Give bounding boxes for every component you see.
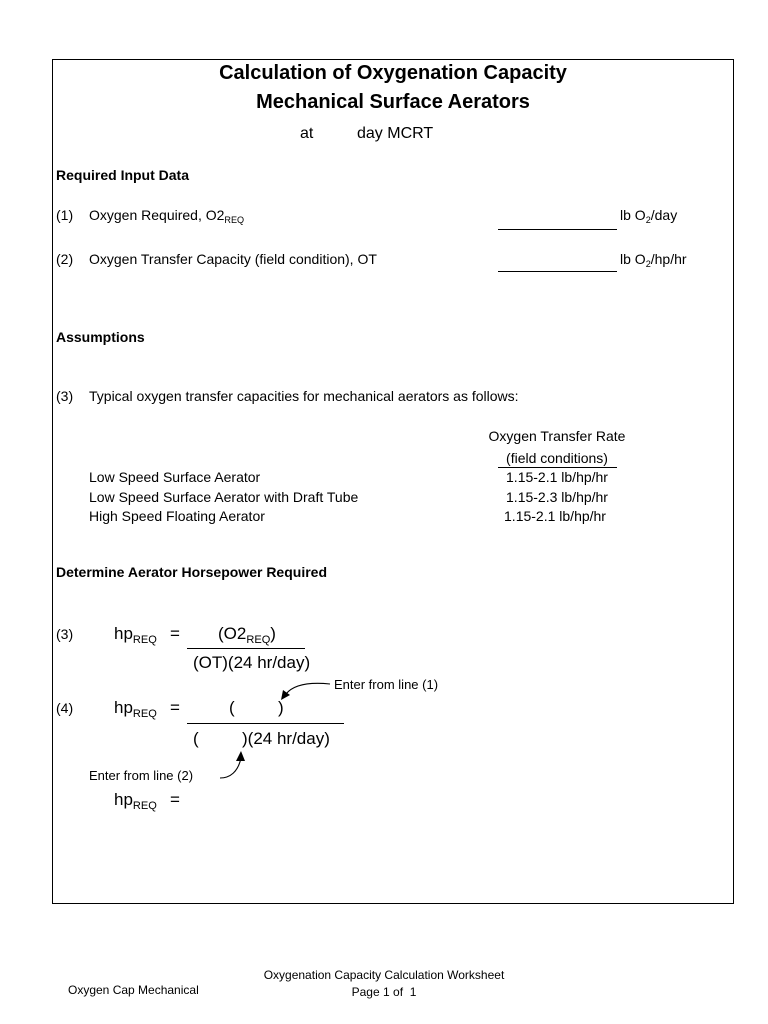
table-header-conditions: (field conditions): [506, 450, 608, 466]
footer-worksheet-title: Oxygenation Capacity Calculation Worksheet: [263, 968, 505, 982]
oxygen-transfer-input-line[interactable]: [498, 271, 617, 272]
page-subtitle: Mechanical Surface Aerators: [256, 91, 530, 113]
eq4-numerator-open: (: [229, 698, 235, 717]
table-row-rate: 1.15-2.3 lb/hp/hr: [506, 489, 608, 505]
oxygen-required-label: Oxygen Required, $O2_{REQ}$: [89, 207, 245, 226]
oxygen-required-unit: lb $O_2$/day: [620, 207, 678, 226]
section-heading-required-input: Required Input Data: [56, 167, 190, 183]
section-heading-determine: Determine Aerator Horsepower Required: [56, 564, 327, 580]
section-heading-assumptions: Assumptions: [56, 329, 145, 345]
table-row-rate: 1.15-2.1 lb/hp/hr: [506, 469, 608, 485]
subtitle-mcrt: day MCRT: [357, 125, 434, 142]
eq4-numerator-close: ): [278, 698, 284, 717]
item-number: (1): [56, 207, 74, 223]
equals-sign: =: [170, 624, 180, 643]
subtitle-at: at: [300, 125, 314, 142]
assumptions-text: Typical oxygen transfer capacities for mechanical aerators as follows:: [89, 388, 519, 404]
oxygen-required-input-line[interactable]: [498, 229, 617, 230]
table-header-rate: Oxygen Transfer Rate: [488, 428, 626, 444]
eq4-denominator-open: (: [193, 729, 199, 748]
oxygen-transfer-label: Oxygen Transfer Capacity (field condition), OT: [89, 251, 377, 267]
hp-req-result-label: $hp_{REQ}$: [114, 790, 157, 812]
page-title: Calculation of Oxygenation Capacity: [219, 62, 567, 84]
table-header-underline: [498, 467, 617, 468]
eq3-fraction-bar: [187, 648, 305, 649]
equation-number: (4): [56, 700, 74, 716]
equals-sign: =: [170, 790, 180, 809]
note-enter-line-1: Enter from line (1): [334, 677, 439, 692]
eq4-denominator-rest: )(24 hr/day): [242, 729, 330, 748]
table-row-type: Low Speed Surface Aerator: [89, 469, 261, 485]
hp-req-label: $hp_{REQ}$: [114, 698, 157, 720]
eq4-fraction-bar: [187, 723, 344, 724]
item-number: (2): [56, 251, 74, 267]
item-number: (3): [56, 388, 74, 404]
footer-sheet-name: Oxygen Cap Mechanical: [68, 983, 199, 997]
table-row-rate: 1.15-2.1 lb/hp/hr: [504, 508, 606, 524]
footer-page-number: Page 1 of 1: [351, 985, 417, 999]
oxygen-transfer-unit: lb $O_2/hp/hr$: [620, 251, 687, 270]
arrow-note-2-icon: [214, 748, 254, 784]
table-row-type: High Speed Floating Aerator: [89, 508, 265, 524]
equation-number: (3): [56, 626, 74, 642]
equals-sign: =: [170, 698, 180, 717]
note-enter-line-2: Enter from line (2): [89, 768, 194, 783]
eq3-numerator: $(O2_{REQ})$: [218, 624, 276, 646]
hp-req-label: $hp_{REQ}$: [114, 624, 157, 646]
eq3-denominator: (OT)(24 hr/day): [193, 653, 311, 672]
table-row-type: Low Speed Surface Aerator with Draft Tube: [89, 489, 359, 505]
